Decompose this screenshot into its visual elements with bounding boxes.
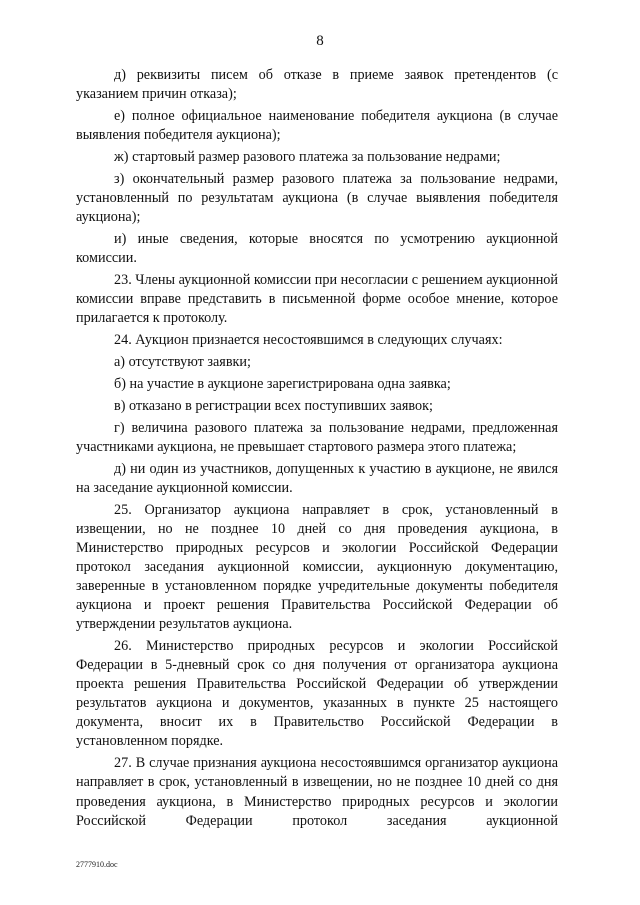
paragraph-clause-23: 23. Члены аукционной комиссии при несогласии с решением аукционной комиссии вправе представить в письменной форме особое мнение, которое прилагается к протоколу. [76, 271, 558, 327]
document-body [76, 66, 558, 834]
paragraph-clause-26: 26. Министерство природных ресурсов и экологии Российской Федерации в 5-дневный срок со дня получения от организатора аукциона проекта решения Правительства Российской Федерации об утверждении результатов аукциона и документов, указанных в пункте 25 настоящего документа, вносит их в Правительство Российской Федерации в установленном порядке. [76, 637, 558, 750]
paragraph-clause-24: 24. Аукцион признается несостоявшимся в следующих случаях: [114, 332, 503, 348]
paragraph-item-e-winner-name: е) полное официальное наименование победителя аукциона (в случае выявления победителя аукциона); [76, 107, 558, 144]
paragraph-item-i-other-info: и) иные сведения, которые вносятся по усмотрению аукционной комиссии. [76, 230, 558, 267]
paragraph-item-d-no-participants: д) ни один из участников, допущенных к участию в аукционе, не явился на заседание аукционной комиссии. [76, 460, 558, 496]
paragraph-item-z-final-payment: з) окончательный размер разового платежа за пользование недрами, установленный по результатам аукциона (в случае выявления победителя аукциона); [76, 170, 558, 226]
paragraph-item-zh-starting-payment: ж) стартовый размер разового платежа за пользование недрами; [114, 148, 501, 165]
paragraph-item-d-refusal-letters: д) реквизиты писем об отказе в приеме заявок претендентов (с указанием причин отказа); [76, 67, 558, 103]
paragraph-item-g-payment-not-exceeded: г) величина разового платежа за пользование недрами, предложенная участниками аукциона, не превышает стартового размера этого платежа; [76, 419, 558, 455]
paragraph-item-b-single-application: б) на участие в аукционе зарегистрирована одна заявка; [114, 375, 451, 392]
document-file-reference: 2777910.doc [76, 860, 118, 869]
paragraph-clause-25: 25. Организатор аукциона направляет в срок, установленный в извещении, но не позднее 10 дней со дня проведения аукциона, в Министерство природных ресурсов и экологии Российской Федерации протокол заседания аукционной комиссии, аукционную документацию, заверенные в установленном порядке учредительные документы победителя аукциона и проект решения Правительства Российской Федерации об утверждении результатов аукциона. [76, 501, 558, 633]
page-number: 8 [316, 33, 324, 49]
paragraph-item-v-registration-refused: в) отказано в регистрации всех поступивших заявок; [114, 397, 433, 414]
paragraph-item-a-no-applications: а) отсутствуют заявки; [114, 353, 251, 370]
paragraph-clause-27: 27. В случае признания аукциона несостоявшимся организатор аукциона направляет в срок, установленный в извещении, но не позднее 10 дней со дня проведения аукциона, в Министерство природных ресурсов и экологии Российской Федерации протокол заседания аукционной [76, 755, 558, 829]
